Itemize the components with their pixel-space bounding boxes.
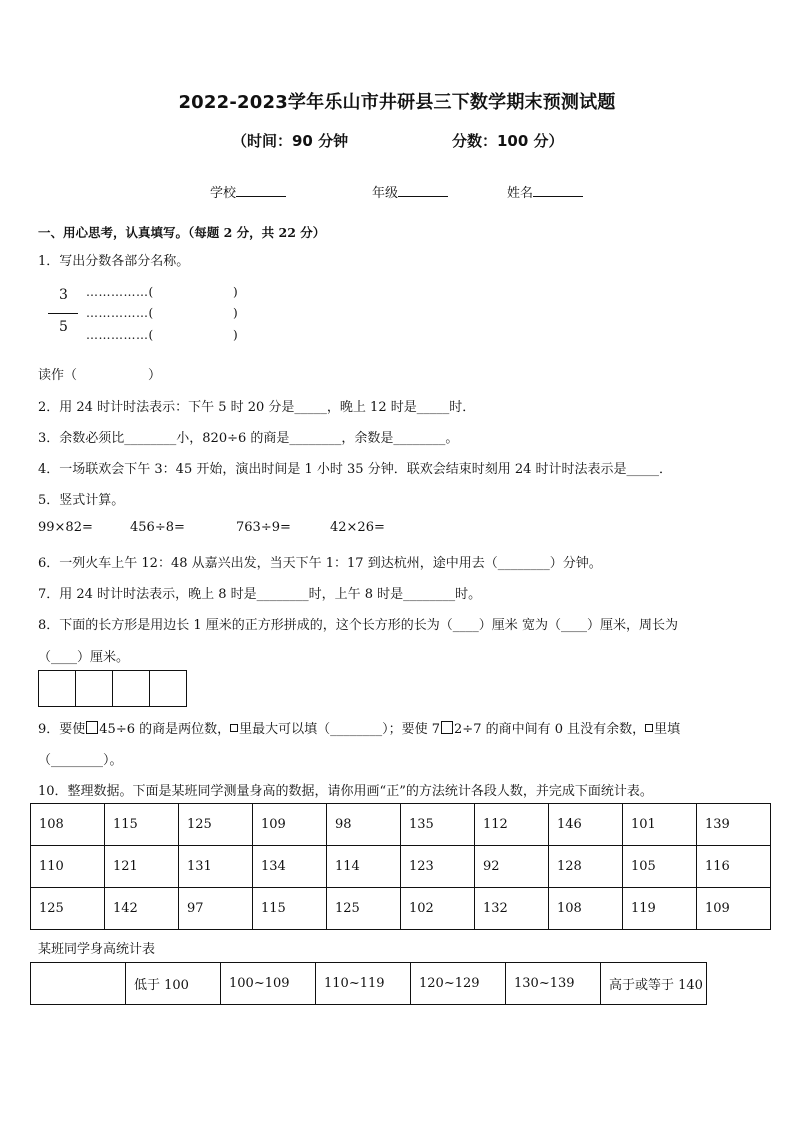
height-cell: 108 (549, 888, 623, 930)
unit-square (76, 671, 113, 706)
stat-header-cell: 120~129 (411, 963, 506, 1005)
height-cell: 115 (253, 888, 327, 930)
stat-header-cell: 110~119 (316, 963, 411, 1005)
question-3: 3．余数必须比________小，820÷6 的商是________，余数是________。 (38, 431, 459, 446)
fraction-numerator: 3 (59, 287, 68, 303)
question-2: 2．用 24 时计时法表示：下午 5 时 20 分是_____，晚上 12 时是_____时． (38, 400, 476, 415)
page-title: 2022-2023学年乐山市井研县三下数学期末预测试题 (178, 92, 616, 113)
fraction-bar (48, 313, 78, 314)
rectangle-of-squares (38, 670, 187, 707)
height-row (31, 846, 771, 888)
school-label: 学校 (210, 186, 237, 201)
calc-item: 42×26= (330, 520, 385, 535)
height-cell: 108 (31, 804, 105, 846)
stat-header-cell: 100~109 (221, 963, 316, 1005)
question-1: 1．写出分数各部分名称。 (38, 254, 190, 269)
question-8-cont: （____）厘米。 (38, 650, 130, 665)
question-10: 10．整理数据。下面是某班同学测量身高的数据，请你用画“正”的方法统计各段人数，并完成下面统计表。 (38, 784, 653, 799)
fraction-part-row: ……………( (86, 306, 154, 320)
stat-header-cell (31, 963, 126, 1005)
fraction-denominator: 5 (59, 319, 68, 335)
name-blank[interactable] (533, 184, 583, 197)
height-cell: 142 (105, 888, 179, 930)
stat-header-cell: 130~139 (506, 963, 601, 1005)
stat-header-row (31, 963, 707, 1005)
question-5: 5．竖式计算。 (38, 493, 125, 508)
height-cell: 116 (697, 846, 771, 888)
stat-header-cell: 低于 100 (126, 963, 221, 1005)
calc-item: 99×82= (38, 520, 93, 535)
height-row (31, 804, 771, 846)
height-cell: 110 (31, 846, 105, 888)
question-9-cont: （________）。 (38, 753, 123, 768)
height-cell: 134 (253, 846, 327, 888)
fraction-part-row: ……………( (86, 285, 154, 299)
fraction-part-answer[interactable]: ) (233, 285, 239, 299)
unit-square (150, 671, 186, 706)
height-cell: 139 (697, 804, 771, 846)
stat-table-title: 某班同学身高统计表 (38, 942, 156, 957)
calc-item: 456÷8= (130, 520, 185, 535)
height-cell: 109 (697, 888, 771, 930)
height-cell: 112 (475, 804, 549, 846)
grade-field (372, 182, 448, 201)
section-heading: 一、用心思考，认真填写。（每题 2 分，共 22 分） (38, 225, 326, 240)
unit-square (113, 671, 150, 706)
exam-score: 分数：100 分） (452, 132, 564, 150)
height-cell: 123 (401, 846, 475, 888)
school-blank[interactable] (236, 184, 286, 197)
height-cell: 132 (475, 888, 549, 930)
height-cell: 125 (179, 804, 253, 846)
fraction-part-answer[interactable]: ) (233, 328, 239, 342)
height-cell: 128 (549, 846, 623, 888)
height-cell: 125 (31, 888, 105, 930)
height-cell: 119 (623, 888, 697, 930)
height-cell: 131 (179, 846, 253, 888)
school-field (210, 182, 286, 201)
height-cell: 146 (549, 804, 623, 846)
name-field (507, 182, 583, 201)
height-cell: 125 (327, 888, 401, 930)
height-cell: 135 (401, 804, 475, 846)
small-box-icon (645, 724, 653, 732)
height-cell: 114 (327, 846, 401, 888)
digit-box[interactable] (441, 721, 453, 734)
height-cell: 115 (105, 804, 179, 846)
height-cell: 102 (401, 888, 475, 930)
fraction-part-row: ……………( (86, 328, 154, 342)
height-data-table (30, 803, 771, 930)
height-row (31, 888, 771, 930)
grade-blank[interactable] (398, 184, 448, 197)
calc-item: 763÷9= (236, 520, 291, 535)
grade-label: 年级 (372, 186, 399, 201)
fraction-part-answer[interactable]: ) (233, 306, 239, 320)
question-6: 6．一列火车上午 12：48 从嘉兴出发，当天下午 1：17 到达杭州，途中用去（________）分钟。 (38, 556, 602, 571)
height-cell: 121 (105, 846, 179, 888)
height-cell: 105 (623, 846, 697, 888)
stat-header-cell: 高于或等于 140 (601, 963, 707, 1005)
name-label: 姓名 (507, 186, 534, 201)
height-cell: 109 (253, 804, 327, 846)
question-7: 7．用 24 时计时法表示，晚上 8 时是________时，上午 8 时是________时。 (38, 587, 482, 602)
height-cell: 92 (475, 846, 549, 888)
height-cell: 97 (179, 888, 253, 930)
small-box-icon (230, 724, 238, 732)
question-4: 4．一场联欢会下午 3：45 开始，演出时间是 1 小时 35 分钟．联欢会结束时刻用 24 时计时法表示是_____． (38, 462, 672, 477)
height-stat-table (30, 962, 707, 1005)
question-8: 8．下面的长方形是用边长 1 厘米的正方形拼成的，这个长方形的长为（____）厘米 宽为（____）厘米，周长为 (38, 618, 678, 633)
height-cell: 101 (623, 804, 697, 846)
height-cell: 98 (327, 804, 401, 846)
read-as-label: 读作（ (38, 368, 78, 383)
digit-box[interactable] (86, 721, 98, 734)
question-9: 9．要使 45÷6 的商是两位数， 里最大可以填（________）；要使 7 2÷7 的商中间有 0 且没有余数， 里填 (38, 722, 681, 737)
unit-square (39, 671, 76, 706)
exam-time: （时间：90 分钟 (232, 132, 349, 150)
read-as-answer[interactable]: ） (148, 368, 162, 383)
